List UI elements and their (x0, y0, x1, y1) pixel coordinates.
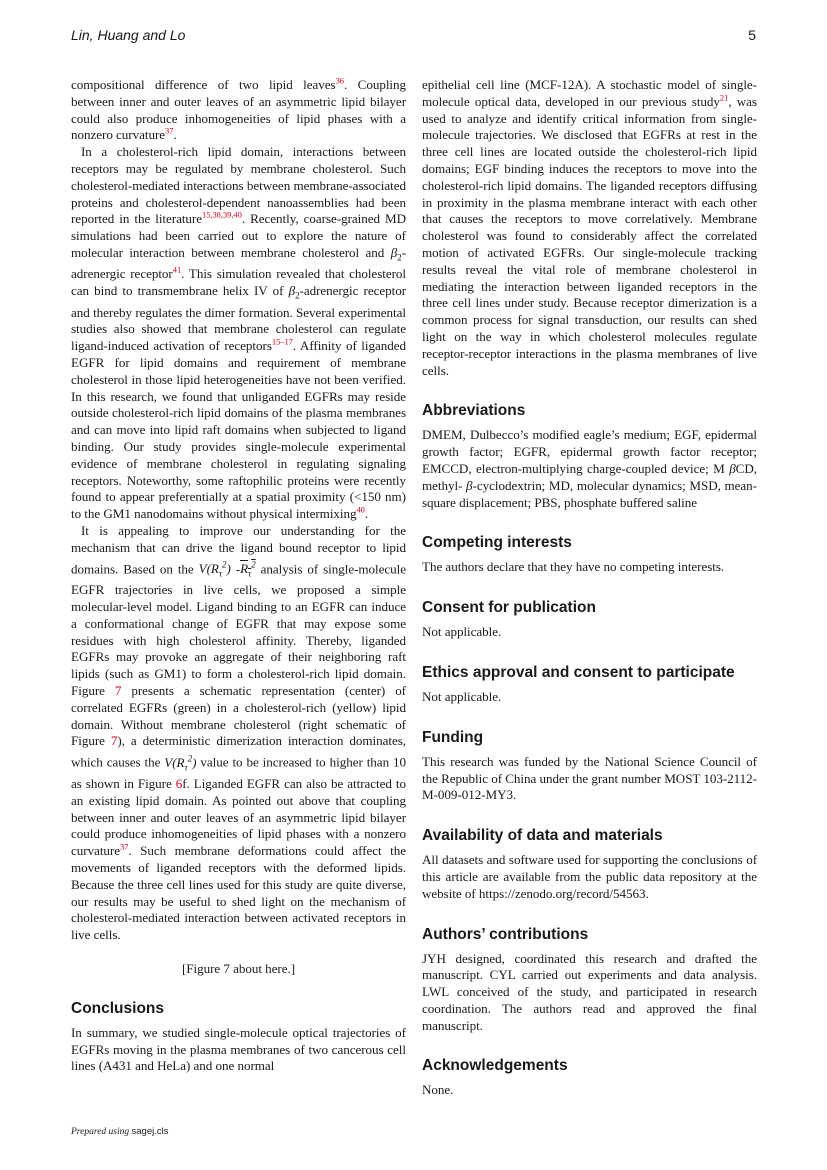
citation-link[interactable]: 40 (356, 504, 365, 515)
paragraph-continuation: compositional difference of two lipid leaves$^{36}$. Coupling between inner and outer leaves of an asymmetric lipid bilayer could also produce inhomogeneities of lipid phases with a nonzero curvature$^{37}$. (71, 75, 406, 143)
paragraph-conclusions-continued: epithelial cell line (MCF-12A). A stochastic model of single-molecule optical data, developed in our previous study$^{21}$, was used to analyze and identify critical information from single-molecule trajectories. We disclosed that EGFRs at rest in the three cell lines are located outside the cholesterol-rich lipid domains; EGF binding induces the receptors to move into the cholesterol-rich lipid domains. The liganded receptors diffusing in proximity in the plasma membrane interact with each other that causes the receptors to move correlatively. Membrane cholesterol was found to considerably affect the correlated motion of activated EGFRs. Our single-molecule tracking results reveal the vital role of membrane cholesterol in mediating the interaction between liganded receptors in the three cell lines under study. Because receptor dimerization is a common process for signal transduction, our results can shed light on the way in which cholesterol molecules regulate receptor-receptor interactions in the plasma membranes of live cells. (422, 77, 757, 378)
citation-link[interactable]: 15–17 (271, 336, 293, 347)
math-variance: $V(R_\tau^2)$ (164, 753, 197, 773)
paragraph-cholesterol-interactions: In a cholesterol-rich lipid domain, interactions between receptors may be regulated by membrane cholesterol. Such cholesterol-mediated interactions between membrane-associated proteins and cholesterol-dependent nanoassemblies had been reported in the literature$^{15,38,39,40}$. Recently, coarse-grained MD simulations had been carried out to explore the nature of molecular interaction between membrane cholesterol and $\beta_2$-adrenergic receptor$^{41}$. This simulation revealed that cholesterol can bind to transmembrane helix IV of $\beta_2$-adrenergic receptor and thereby regulates the dimer formation. Several experimental studies also showed that membrane cholesterol can regulate ligand-induced activation of receptors$^{15-17}$. Affinity of liganded EGFR for lipid domains and requirement of membrane cholesterol in those lipid heterogeneities have not been verified. In this research, we found that unliganded EGFRs may reside outside cholesterol-rich lipid domains of the plasma membranes and can move into lipid raft domains when subjected to ligand binding. Our study provides single-molecule experimental evidence of membrane cholesterol in regulating signaling receptors. Noteworthy, some raftophilic proteins were recently found to appear preferentially at a spatial proximity (<150 nm) to the GM1 nanodomains without physical intermixing$^{40}$. (71, 144, 407, 522)
paragraph-acknowledgements: None. (422, 1082, 454, 1098)
running-header-authors: Lin, Huang and Lo (71, 27, 186, 43)
citation-link[interactable]: 37 (165, 126, 174, 137)
figure-link[interactable]: 6 (175, 776, 183, 792)
citation-link[interactable]: 15,38,39,40 (202, 210, 242, 221)
figure-link[interactable]: 7 (114, 683, 122, 699)
paragraph-funding: This research was funded by the National Science Council of the Republic of China under the grant number MOST 103-2112-M-009-012-MY3. (422, 753, 757, 803)
paragraph-abbreviations: DMEM, Dulbecco’s modified eagle’s medium; EGF, epidermal growth factor; EGFR, epidermal growth factor receptor; EMCCD, electron-multiplying charge-coupled device; M βCD, methyl- β-cyclodextrin; MD, molecular dynamics; MSD, mean-square displacement; PBS, phosphate buffered saline (422, 427, 757, 510)
section-heading-contributions: Authors’ contributions (422, 925, 589, 943)
left-column (71, 77, 406, 1075)
citation-link[interactable]: 21 (719, 92, 729, 103)
citation-link[interactable]: 37 (119, 841, 129, 852)
paragraph-consent: Not applicable. (422, 624, 502, 640)
page-footer: Prepared using sagej.cls (71, 1126, 169, 1137)
paragraph-conclusions: In summary, we studied single-molecule optical trajectories of EGFRs moving in the plasma membranes of two cancerous cell lines (A431 and HeLa) and one normal (71, 1024, 406, 1074)
math-mean: $R_\tau^2$ (240, 559, 256, 579)
class-file-name: sagej.cls (131, 1126, 169, 1137)
paragraph-availability: All datasets and software used for supporting the conclusions of this article are available from the public data repository at the website of https://zenodo.org/record/54563. (422, 852, 757, 901)
figure-placeholder: [Figure 7 about here.] (181, 961, 296, 976)
math-variance: $V(R_\tau^2)$ (198, 559, 231, 579)
paragraph-ethics: Not applicable. (422, 688, 502, 704)
section-heading-acknowledgements: Acknowledgements (422, 1057, 568, 1075)
section-heading-conclusions: Conclusions (71, 999, 165, 1017)
paragraph-mechanism: It is appealing to improve our understanding for the mechanism that can drive the ligand bound receptor to lipid domains. Based on the $V(R_\tau^2)$ $-R_\tau^2$ analysis of single-molecule EGFR trajectories in live cells, we proposed a simple molecular-level model. Ligand binding to an EGFR can induce a conformational change of EGFR that may expose some residues with high cholesterol affinity. Thereby, liganded EGFRs may provoke an aggregate of their neighboring raft lipids (such as GM1) to form a cholesterol-rich lipid domain. Figure 7 presents a schematic representation (center) of correlated EGFRs (green) in a cholesterol-rich (yellow) lipid domain. Without membrane cholesterol (right schematic of Figure 7), a deterministic dimerization interaction dominates, which causes the $V(R_\tau^2)$ value to be increased to higher than 10 as shown in Figure 6f. Liganded EGFR can also be attracted to an existing lipid domain. As pointed out above that coupling between inner and outer leaves of an asymmetric lipid bilayer could produce inhomogeneities of lipid phases with a nonzero curvature$^{37}$. Such membrane deformations could affect the movements of liganded receptors with the deformed lipids. Because the three cell lines used for this study are quite diverse, our results may be useful to shed light on the mechanism of cholesterol-mediated interaction between activated receptors in live cells. (71, 522, 406, 943)
section-heading-consent: Consent for publication (422, 599, 596, 617)
figure-link[interactable]: 7 (110, 733, 118, 749)
page-number: 5 (748, 27, 756, 43)
right-column (422, 77, 757, 1099)
section-heading-funding: Funding (422, 728, 484, 746)
section-heading-availability: Availability of data and materials (422, 827, 663, 845)
paragraph-competing-interests: The authors declare that they have no competing interests. (422, 559, 725, 575)
paragraph-contributions: JYH designed, coordinated this research and drafted the manuscript. CYL carried out experiments and data analysis. LWL conceived of the study, and participated in research coordination. The authors read and approved the final manuscript. (422, 950, 757, 1033)
section-heading-ethics: Ethics approval and consent to participate (422, 663, 735, 681)
citation-link[interactable]: 41 (172, 265, 182, 276)
citation-link[interactable]: 36 (335, 75, 344, 86)
section-heading-abbreviations: Abbreviations (422, 402, 526, 420)
section-heading-competing-interests: Competing interests (422, 534, 572, 552)
